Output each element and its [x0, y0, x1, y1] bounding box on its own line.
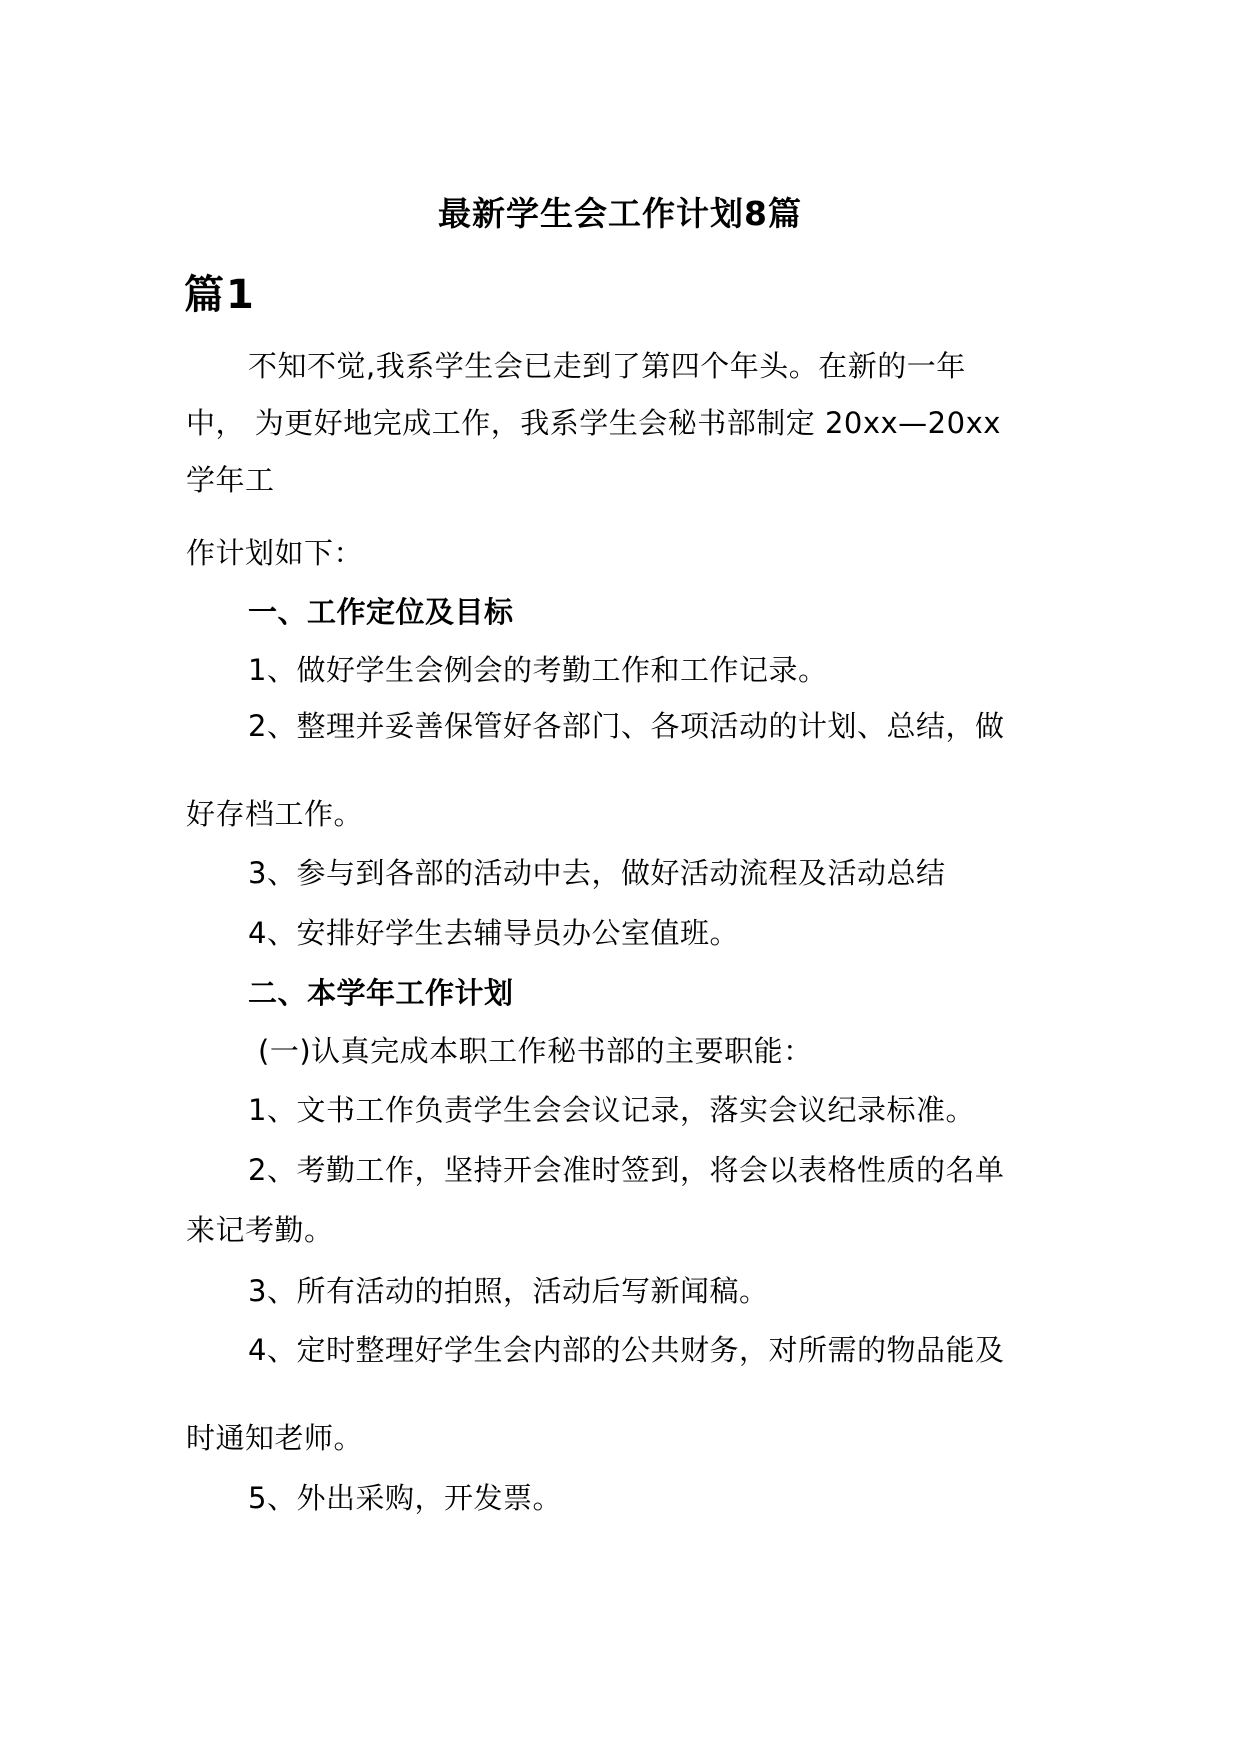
intro-line-2: 中， 为更好地完成工作，我系学生会秘书部制定 20xx—20xx: [186, 406, 1001, 440]
intro-line-1: 不知不觉,我系学生会已走到了第四个年头。在新的一年: [248, 349, 966, 383]
section-1-item-4: 4、安排好学生去辅导员办公室值班。: [248, 916, 739, 950]
section-2-item-3: 3、所有活动的拍照，活动后写新闻稿。: [248, 1274, 769, 1308]
section-1-item-2: 2、整理并妥善保管好各部门、各项活动的计划、总结，做: [248, 709, 1005, 743]
section-1-heading: 一、工作定位及目标: [248, 595, 514, 629]
document-title: 最新学生会工作计划8篇: [438, 194, 802, 233]
section-2-heading: 二、本学年工作计划: [248, 976, 514, 1010]
section-2-item-2-cont: 来记考勤。: [186, 1213, 334, 1247]
section-2-item-2: 2、考勤工作，坚持开会准时签到，将会以表格性质的名单: [248, 1153, 1005, 1187]
section-2-item-4: 4、定时整理好学生会内部的公共财务，对所需的物品能及: [248, 1333, 1005, 1367]
section-1-item-1: 1、做好学生会例会的考勤工作和工作记录。: [248, 653, 828, 687]
section-2-item-4-cont: 时通知老师。: [186, 1421, 364, 1455]
section-2-subheading: (一)认真完成本职工作秘书部的主要职能：: [258, 1034, 813, 1068]
intro-line-3: 学年工: [186, 463, 275, 497]
section-2-item-5: 5、外出采购，开发票。: [248, 1481, 562, 1515]
intro-line-4: 作计划如下：: [186, 536, 364, 570]
section-2-item-1: 1、文书工作负责学生会会议记录，落实会议纪录标准。: [248, 1093, 975, 1127]
chapter-heading: 篇1: [184, 272, 256, 318]
section-1-item-3: 3、参与到各部的活动中去，做好活动流程及活动总结: [248, 856, 946, 890]
section-1-item-2-cont: 好存档工作。: [186, 797, 364, 831]
